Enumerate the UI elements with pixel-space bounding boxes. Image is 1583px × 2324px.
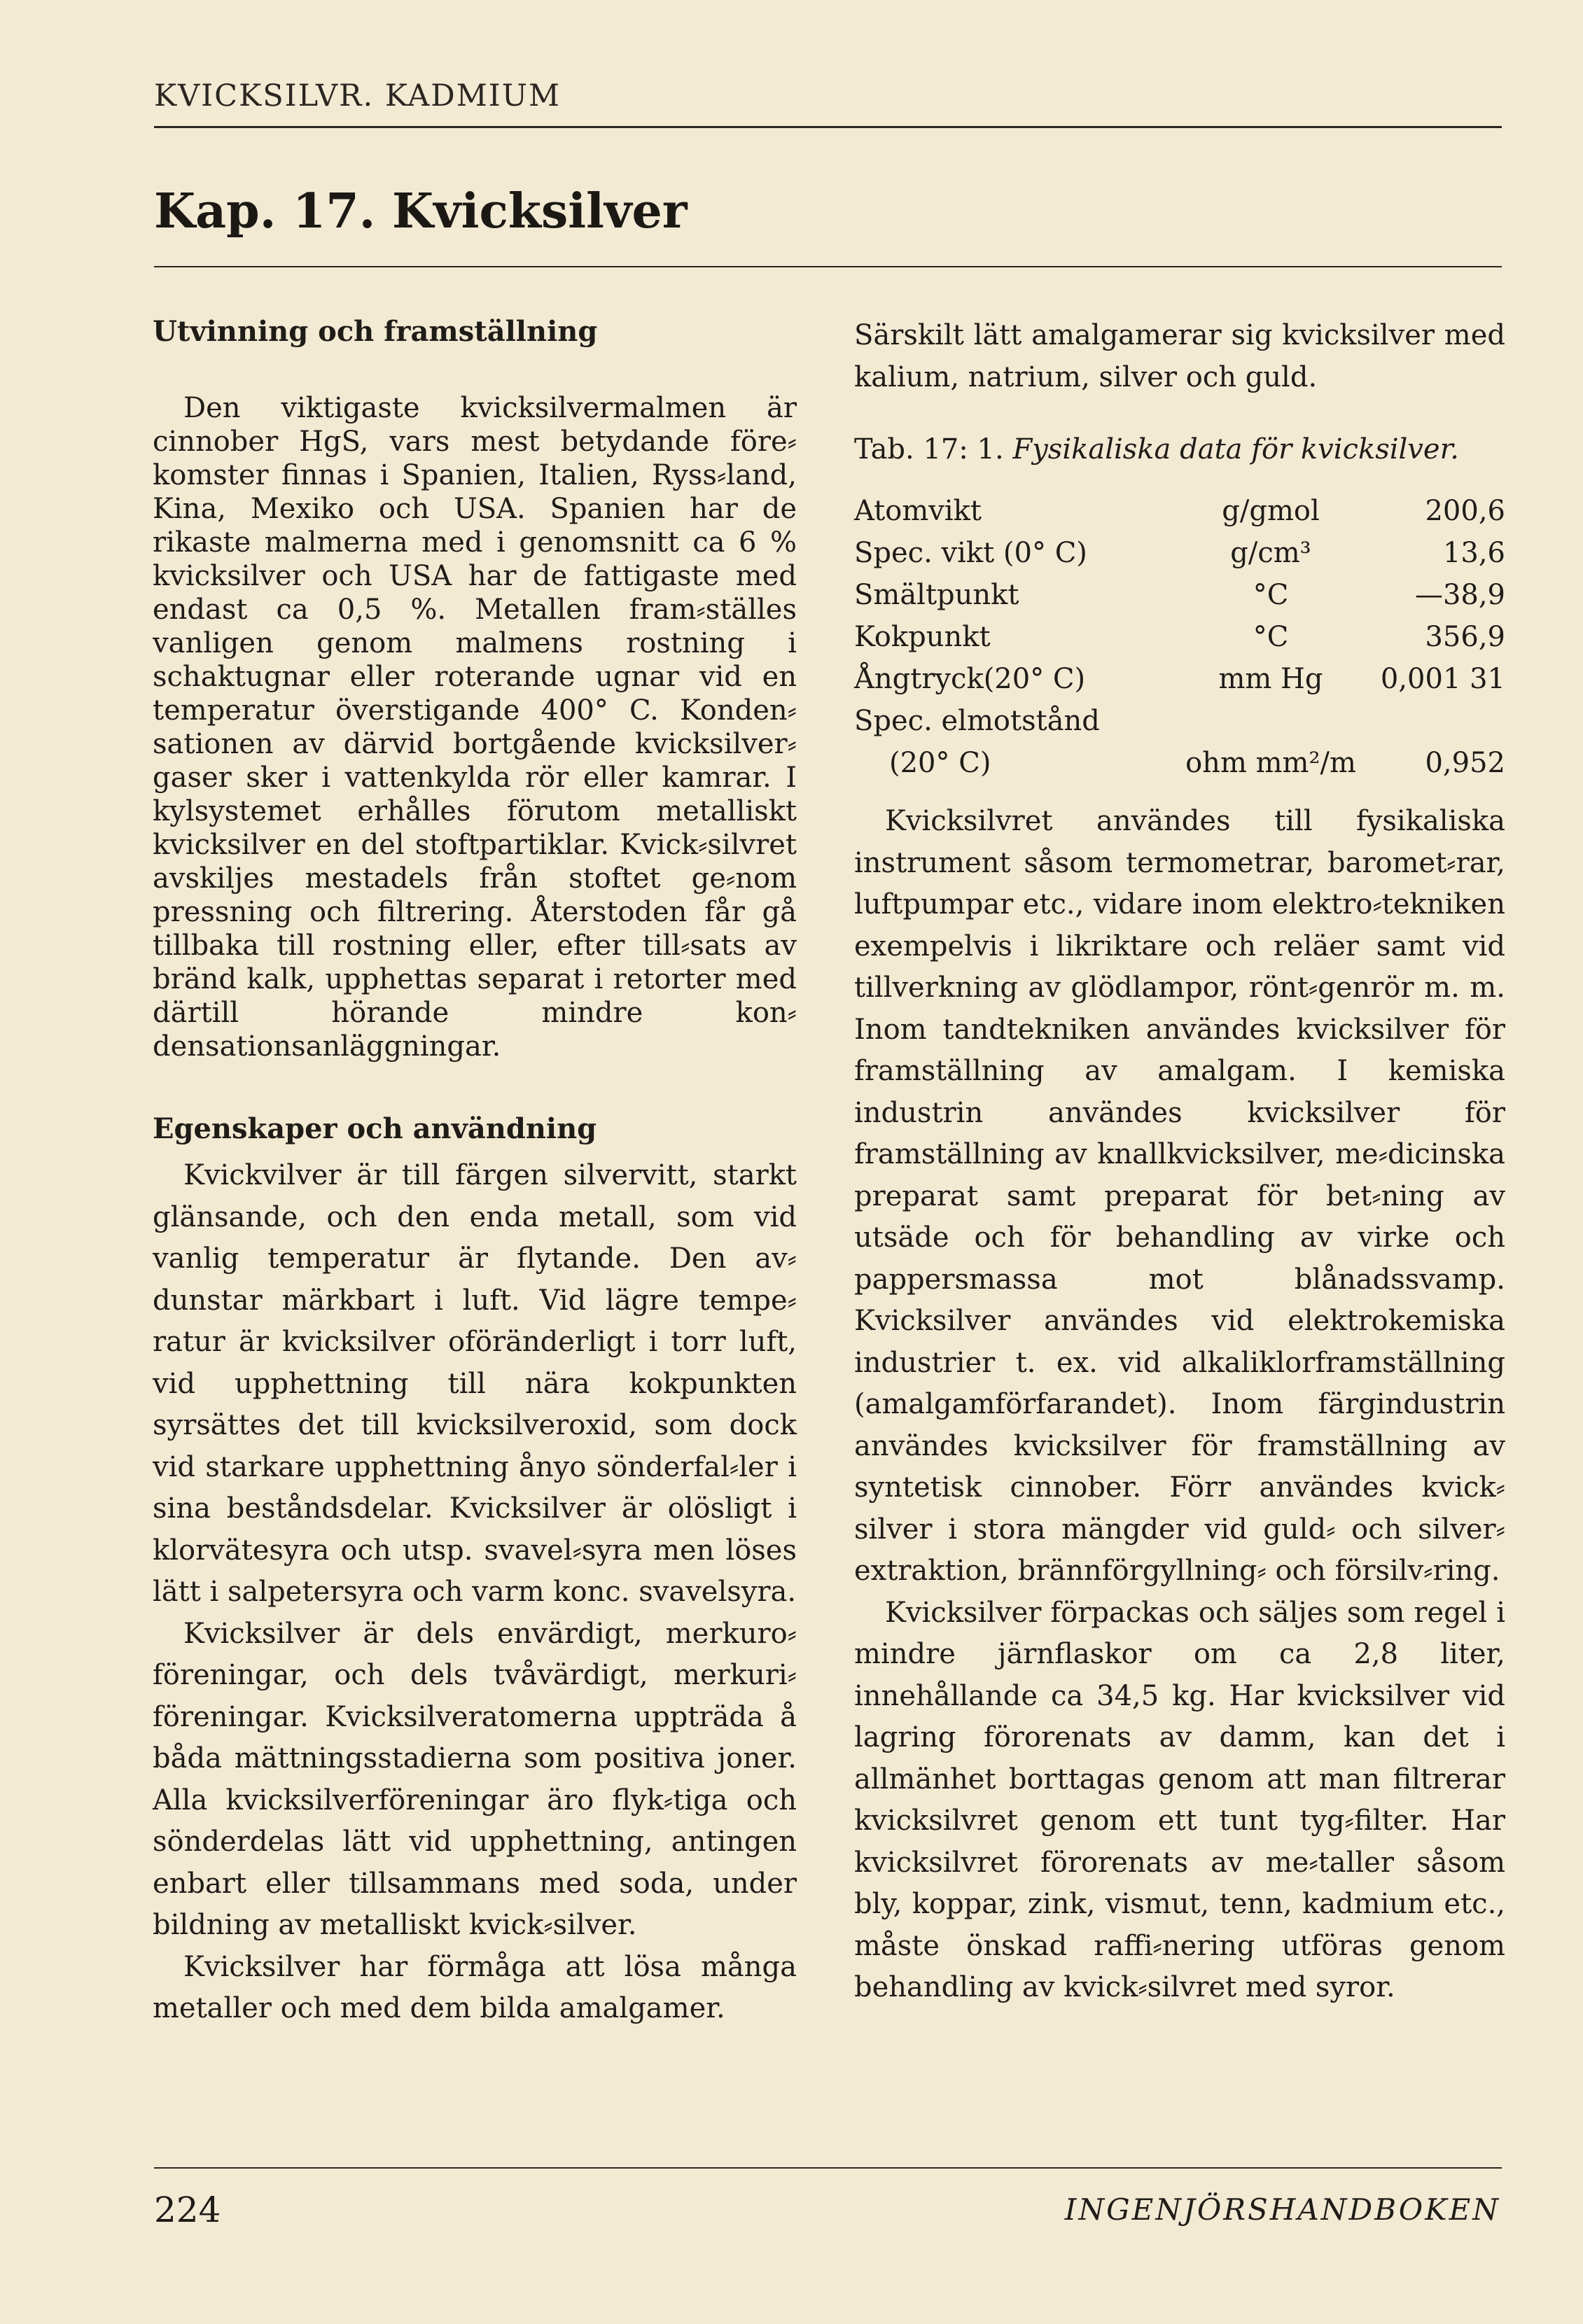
paragraph-egenskaper-2: Kvicksilver är dels envärdigt, merkuro⸗föreningar, och dels tvåvärdigt, merkuri⸗föreningar. Kvicksilveratomerna uppträda å båda mättningsstadierna som positiva joner. Alla kvicksilverföreningar äro flyk⸗tiga och sönderdelas lätt vid upphettning, antingen enbart eller tillsammans med soda, under bildning av metalliskt kvick⸗silver. <box>153 1617 797 1941</box>
property-unit: g/cm³ <box>1230 537 1311 569</box>
property-value: 0,001 31 <box>1380 663 1505 695</box>
table-caption-label: Tab. 17: 1. <box>854 433 1004 465</box>
table-row <box>854 742 1505 784</box>
property-unit: mm Hg <box>1218 663 1323 695</box>
table-caption-text: Fysikaliska data för kvicksilver. <box>1012 433 1460 465</box>
table-row <box>854 700 1505 742</box>
property-unit: °C <box>1253 621 1289 653</box>
chapter-title: Kap. 17. Kvicksilver <box>154 183 688 239</box>
footer-rule <box>154 2167 1502 2169</box>
section-heading-utvinning: Utvinning och framställning <box>153 315 598 348</box>
property-value: 200,6 <box>1425 495 1505 527</box>
paragraph-anvandning-2: Kvicksilver förpackas och säljes som regel i mindre järnflaskor om ca 2,8 liter, innehållande ca 34,5 kg. Har kvicksilver vid lagring förorenats av damm, kan det i allmänhet borttagas genom att man filtrerar kvicksilvret genom ett tunt tyg⸗filter. Har kvicksilvret förorenats av me⸗taller såsom bly, koppar, zink, vismut, tenn, kadmium etc., måste önskad raffi⸗nering utföras genom behandling av kvick⸗silvret med syror. <box>854 1596 1505 2003</box>
section-heading-egenskaper: Egenskaper och användning <box>153 1112 597 1145</box>
property-value <box>1365 700 1505 742</box>
table-row <box>854 490 1505 532</box>
table-row <box>854 616 1505 658</box>
table-row <box>854 658 1505 700</box>
property-name: Ångtryck(20° C) <box>854 663 1086 695</box>
page-number: 224 <box>154 2190 221 2230</box>
title-rule <box>154 266 1502 267</box>
property-unit <box>1176 700 1365 742</box>
property-unit: °C <box>1253 579 1289 611</box>
right-column <box>854 315 1505 2009</box>
property-name: Spec. elmotstånd <box>854 705 1100 737</box>
table-row <box>854 574 1505 616</box>
table-caption <box>854 429 1505 470</box>
paragraph-amalgamerar: Särskilt lätt amalgamerar sig kvicksilver med kalium, natrium, silver och guld. <box>854 319 1505 393</box>
left-column <box>153 315 797 2030</box>
property-name: Kokpunkt <box>854 621 991 653</box>
property-name: (20° C) <box>889 747 991 779</box>
paragraph-anvandning-1: Kvicksilvret användes till fysikaliska instrument såsom termometrar, baromet⸗rar, luftpumpar etc., vidare inom elektro⸗tekniken exempelvis i likriktare och reläer samt vid tillverkning av glödlampor, rönt⸗genrör m. m. Inom tandtekniken användes kvicksilver för framställning av amalgam. I kemiska industrin användes kvicksilver för framställning av knallkvicksilver, me⸗dicinska preparat samt preparat för bet⸗ning av utsäde och för behandling av virke och pappersmassa mot blånadssvamp. Kvicksilver användes vid elektrokemiska industrier t. ex. vid alkaliklorframställning (amalgamförfarandet). Inom färgindustrin användes kvicksilver för framställning av syntetisk cinnober. Förr användes kvick⸗silver i stora mängder vid guld⸗ och silver⸗extraktion, brännförgyllning⸗ och försilv⸗ring. <box>854 805 1505 1587</box>
book-title: INGENJÖRSHANDBOKEN <box>1064 2192 1500 2227</box>
physical-data-table <box>854 490 1505 784</box>
property-name: Smältpunkt <box>854 579 1019 611</box>
property-name: Atomvikt <box>854 495 982 527</box>
header-rule <box>154 126 1502 128</box>
property-name: Spec. vikt (0° C) <box>854 537 1087 569</box>
property-unit: g/gmol <box>1222 495 1320 527</box>
property-value: —38,9 <box>1414 579 1505 611</box>
property-unit: ohm mm²/m <box>1185 747 1356 779</box>
property-value: 0,952 <box>1425 747 1505 779</box>
paragraph-egenskaper-1: Kvickvilver är till färgen silvervitt, starkt glänsande, och den enda metall, som vid vanlig temperatur är flytande. Den av⸗dunstar märkbart i luft. Vid lägre tempe⸗ratur är kvicksilver oföränderligt i torr luft, vid upphettning till nära kokpunkten syrsättes det till kvicksilveroxid, som dock vid starkare upphettning ånyo sönderfal⸗ler i sina beståndsdelar. Kvicksilver är olösligt i klorvätesyra och utsp. svavel⸗syra men löses lätt i salpetersyra och varm konc. svavelsyra. <box>153 1159 797 1608</box>
running-head: KVICKSILVR. KADMIUM <box>154 78 562 113</box>
paragraph-utvinning: Den viktigaste kvicksilvermalmen är cinnober HgS, vars mest betydande före⸗komster finnas i Spanien, Italien, Ryss⸗land, Kina, Mexiko och USA. Spanien har de rikaste malmerna med i genomsnitt ca 6 % kvicksilver och USA har de fattigaste med endast ca 0,5 %. Metallen fram⸗ställes vanligen genom malmens rostning i schaktugnar eller roterande ugnar vid en temperatur överstigande 400° C. Konden⸗sationen av därvid bortgående kvicksilver⸗gaser sker i vattenkylda rör eller kamrar. I kylsystemet erhålles förutom metalliskt kvicksilver en del stoftpartiklar. Kvick⸗silvret avskiljes mestadels från stoftet ge⸗nom pressning och filtrering. Återstoden får gå tillbaka till rostning eller, efter till⸗sats av bränd kalk, upphettas separat i retorter med därtill hörande mindre kon⸗densationsanläggningar. <box>153 392 797 1063</box>
property-value: 356,9 <box>1425 621 1505 653</box>
table-row <box>854 532 1505 574</box>
paragraph-egenskaper-3: Kvicksilver har förmåga att lösa många metaller och med dem bilda amalgamer. <box>153 1950 797 2024</box>
property-value: 13,6 <box>1442 537 1505 569</box>
